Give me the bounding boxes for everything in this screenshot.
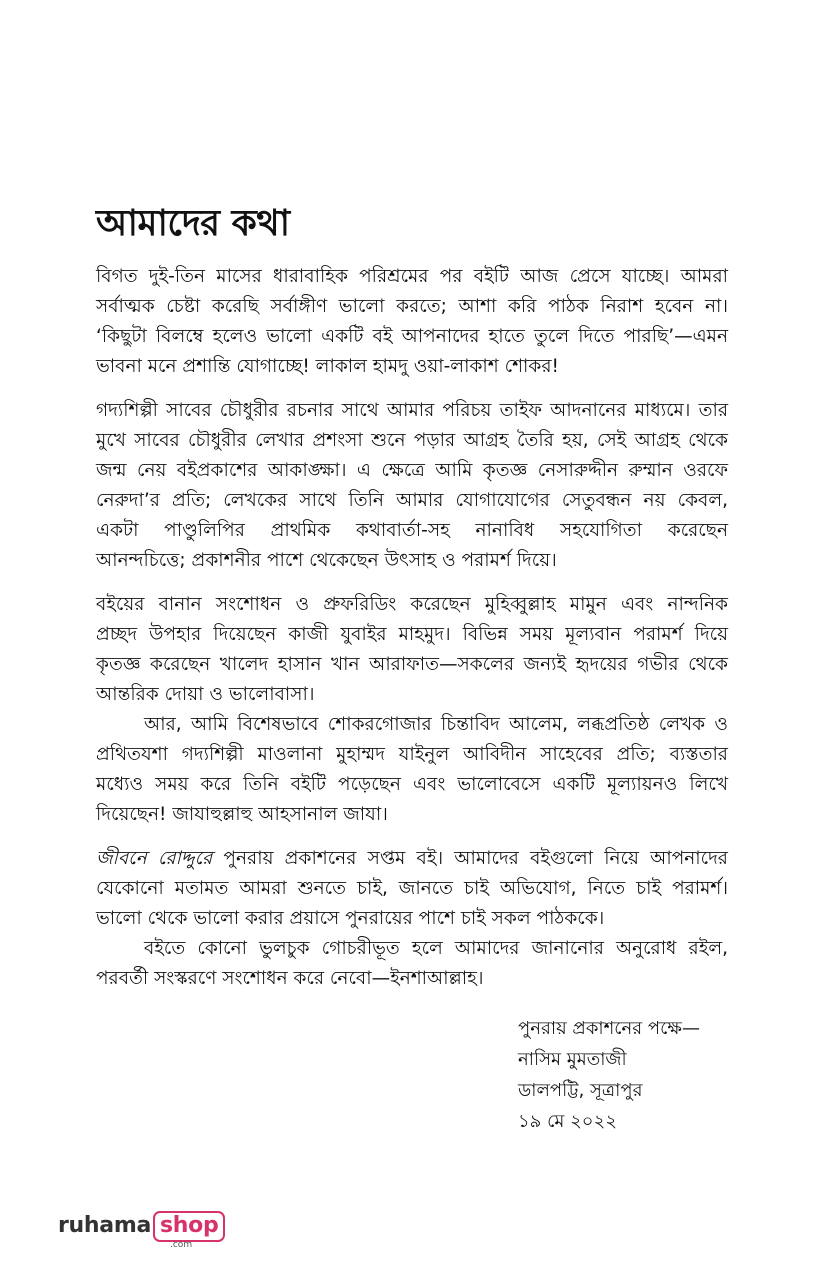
text-line: সর্বাত্মক চেষ্টা করেছি সর্বাঙ্গীণ ভালো করতে; আশা করি পাঠক নিরাশ হবেন না। — [96, 296, 728, 317]
page-title: আমাদের কথা — [96, 203, 290, 244]
book-title: জীবনে রোদ্দুরে — [96, 848, 213, 869]
signature-line: পুনরায় প্রকাশনের পক্ষে— — [518, 1018, 700, 1039]
text-line — [96, 844, 728, 874]
paragraph-3 — [96, 590, 728, 710]
text-line: আন্তরিক দোয়া ও ভালোবাসা। — [96, 684, 315, 705]
text-line: বইয়ের বানান সংশোধন ও প্রুফরিডিং করেছেন মুহিব্বুল্লাহ মামুন এবং নান্দনিক — [96, 594, 728, 615]
logo-text-ruhama: ruhama — [58, 1213, 151, 1238]
text-line-rest: পুনরায় প্রকাশনের সপ্তম বই। আমাদের বইগুলো নিয়ে আপনাদের — [223, 848, 728, 869]
text-line: আনন্দচিত্তে; প্রকাশনীর পাশে থেকেছেন উৎসাহ ও পরামর্শ দিয়ে। — [96, 550, 557, 571]
text-line: নেরুদা’র প্রতি; লেখকের সাথে তিনি আমার যোগাযোগের সেতুবন্ধন নয় কেবল, — [96, 490, 728, 511]
text-line: ভাবনা মনে প্রশান্তি যোগাচ্ছে! লাকাল হামদু ওয়া-লাকাশ শোকর! — [96, 356, 559, 377]
signature-name: নাসিম মুমতাজী — [518, 1049, 627, 1070]
text-line: বইতে কোনো ভুলচুক গোচরীভূত হলে আমাদের জানানোর অনুরোধ রইল, — [144, 938, 728, 959]
signature-block — [518, 1013, 700, 1137]
text-line: বিগত দুই-তিন মাসের ধারাবাহিক পরিশ্রমের পর বইটি আজ প্রেসে যাচ্ছে। আমরা — [96, 266, 728, 287]
text-line: প্রচ্ছদ উপহার দিয়েছেন কাজী যুবাইর মাহমুদ। বিভিন্ন সময় মূল্যবান পরামর্শ দিয়ে — [96, 624, 728, 645]
text-line: ভালো থেকে ভালো করার প্রয়াসে পুনরায়ের পাশে চাই সকল পাঠককে। — [96, 908, 605, 929]
text-line: জন্ম নেয় বইপ্রকাশের আকাঙ্ক্ষা। এ ক্ষেত্রে আমি কৃতজ্ঞ নেসারুদ্দীন রুম্মান ওরফে — [96, 460, 728, 481]
text-line: দিয়েছেন! জাযাহুল্লাহু আহসানাল জাযা। — [96, 804, 388, 825]
ruhamashop-logo — [58, 1213, 228, 1253]
text-line: প্রথিতযশা গদ্যশিল্পী মাওলানা মুহাম্মদ যাইনুল আবিদীন সাহেবের প্রতি; ব্যস্ততার — [96, 744, 728, 765]
paragraph-6 — [96, 934, 728, 994]
paragraph-5 — [96, 844, 728, 934]
logo-text-domain: .com — [170, 1240, 193, 1250]
paragraph-2 — [96, 396, 728, 576]
paragraph-4 — [96, 710, 728, 830]
text-line: মধ্যেও সময় করে তিনি বইটি পড়েছেন এবং ভালোবেসে একটি মূল্যায়নও লিখে — [96, 774, 728, 795]
signature-date: ১৯ মে ২০২২ — [518, 1111, 617, 1132]
text-line: পরবর্তী সংস্করণে সংশোধন করে নেবো—ইনশাআল্লাহ। — [96, 968, 484, 989]
text-line: আর, আমি বিশেষভাবে শোকরগোজার চিন্তাবিদ আলেম, লব্ধপ্রতিষ্ঠ লেখক ও — [144, 714, 728, 735]
text-line: কৃতজ্ঞ করেছেন খালেদ হাসান খান আরাফাত—সকলের জন্যই হৃদয়ের গভীর থেকে — [96, 654, 728, 675]
paragraph-1 — [96, 262, 728, 382]
text-line: গদ্যশিল্পী সাবের চৌধুরীর রচনার সাথে আমার পরিচয় তাইফ আদনানের মাধ্যমে। তার — [96, 400, 728, 421]
logo-text-shop: shop — [153, 1211, 225, 1242]
signature-place: ডালপট্টি, সূত্রাপুর — [518, 1080, 643, 1101]
text-line: যেকোনো মতামত আমরা শুনতে চাই, জানতে চাই অভিযোগ, নিতে চাই পরামর্শ। — [96, 878, 728, 899]
body-text — [96, 262, 728, 1008]
text-line: মুখে সাবের চৌধুরীর লেখার প্রশংসা শুনে পড়ার আগ্রহ তৈরি হয়, সেই আগ্রহ থেকে — [96, 430, 728, 451]
text-line: ‘কিছুটা বিলম্বে হলেও ভালো একটি বই আপনাদের হাতে তুলে দিতে পারছি’—এমন — [96, 326, 728, 347]
text-line: একটা পাণ্ডুলিপির প্রাথমিক কথাবার্তা-সহ নানাবিধ সহযোগিতা করেছেন — [96, 520, 728, 541]
